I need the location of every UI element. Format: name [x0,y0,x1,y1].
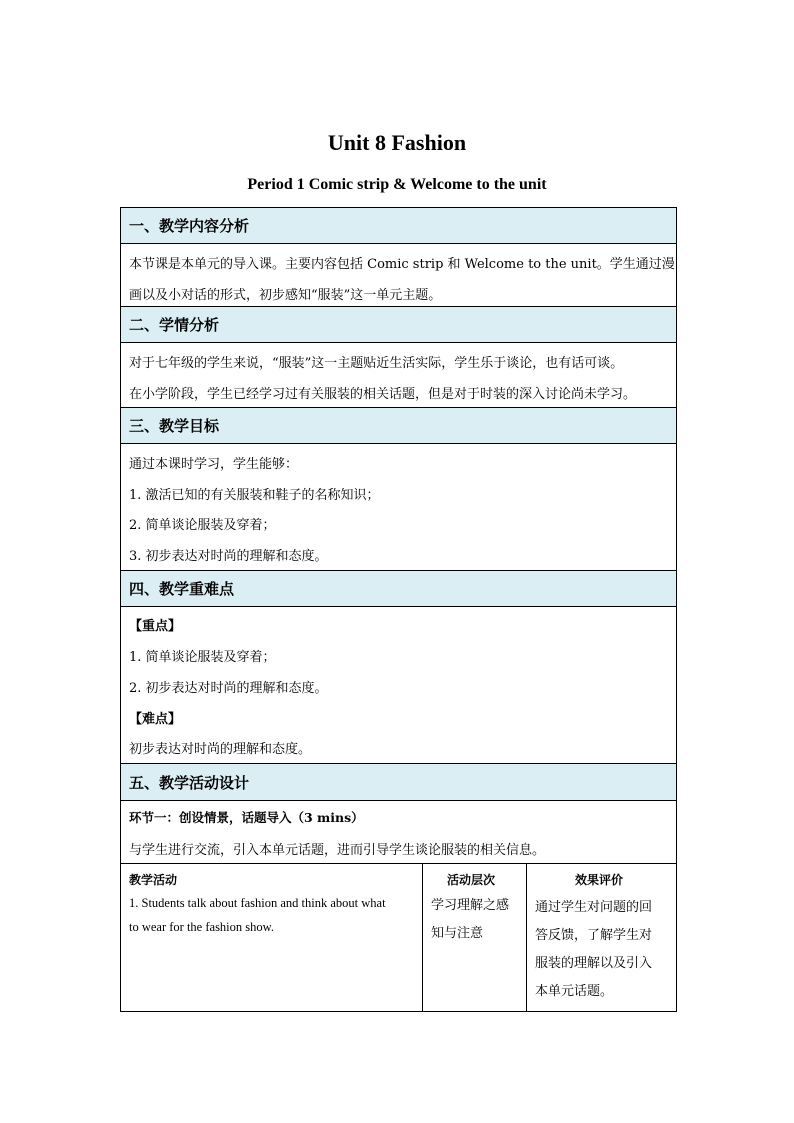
step1-title: 环节一：创设情景，话题导入（3 mins） [129,810,364,825]
document-title: Unit 8 Fashion [327,130,467,155]
activity-col-1 [121,864,422,1011]
activity-col-3 [526,864,676,1011]
col3-line-4: 本单元话题。 [535,984,614,999]
col1-line-1: 1. Students talk about fashion and think about what [129,896,386,910]
step1-description: 与学生进行交流，引入本单元话题，进而引导学生谈论服装的相关信息。 [129,843,546,858]
section-body-students [121,343,676,408]
section-body-activities [121,801,676,864]
col1-text [129,891,386,939]
col2-line-2: 知与注意 [431,926,484,941]
key-point-line-2: 2. 初步表达对时尚的理解和态度。 [129,681,328,696]
col3-line-3: 服装的理解以及引入 [535,956,653,971]
col3-header: 效果评价 [575,873,624,887]
objectives-line-3: 2. 简单谈论服装及穿着； [129,518,276,533]
students-line-1: 对于七年级的学生来说，“服装”这一主题贴近生活实际，学生乐于谈论，也有话可谈。 [129,356,624,371]
section-body-content [121,244,676,307]
content-line-1: 本节课是本单元的导入课。主要内容包括 Comic strip 和 Welcome to the unit。学生通过漫 [129,257,675,272]
objectives-line-1: 通过本课时学习，学生能够： [129,457,299,472]
section-header-activities: 五、教学活动设计 [121,764,676,801]
activity-col-2 [422,864,526,1011]
content-line-2: 画以及小对话的形式，初步感知“服装”这一单元主题。 [129,288,442,303]
section-header-keypoints: 四、教学重难点 [121,571,676,607]
objectives-line-4: 3. 初步表达对时尚的理解和态度。 [129,549,328,564]
col1-header: 教学活动 [129,873,178,887]
col3-text [535,894,652,1006]
col2-line-1: 学习理解之感 [431,898,510,913]
key-point-line-1: 1. 简单谈论服装及穿着； [129,650,276,665]
col2-text [431,892,509,948]
key-point-label: 【重点】 [129,619,182,634]
section-body-objectives [121,444,676,571]
document-subtitle: Period 1 Comic strip & Welcome to the unit [247,176,547,193]
difficult-point-label: 【难点】 [129,712,182,727]
col3-line-2: 答反馈，了解学生对 [535,928,653,943]
section-header-content: 一、教学内容分析 [121,208,676,244]
objectives-line-2: 1. 激活已知的有关服装和鞋子的名称知识； [129,488,380,503]
difficult-point-line-1: 初步表达对时尚的理解和态度。 [129,742,312,757]
section-header-objectives: 三、教学目标 [121,408,676,444]
students-line-2: 在小学阶段，学生已经学习过有关服装的相关话题，但是对于时装的深入讨论尚未学习。 [129,387,637,402]
col1-line-2: to wear for the fashion show. [129,920,274,934]
col3-line-1: 通过学生对问题的回 [535,900,653,915]
activity-subtable [121,864,676,1011]
section-header-students: 二、学情分析 [121,307,676,343]
section-body-keypoints [121,607,676,764]
col2-header: 活动层次 [447,873,496,887]
lesson-plan-table [120,207,677,1012]
